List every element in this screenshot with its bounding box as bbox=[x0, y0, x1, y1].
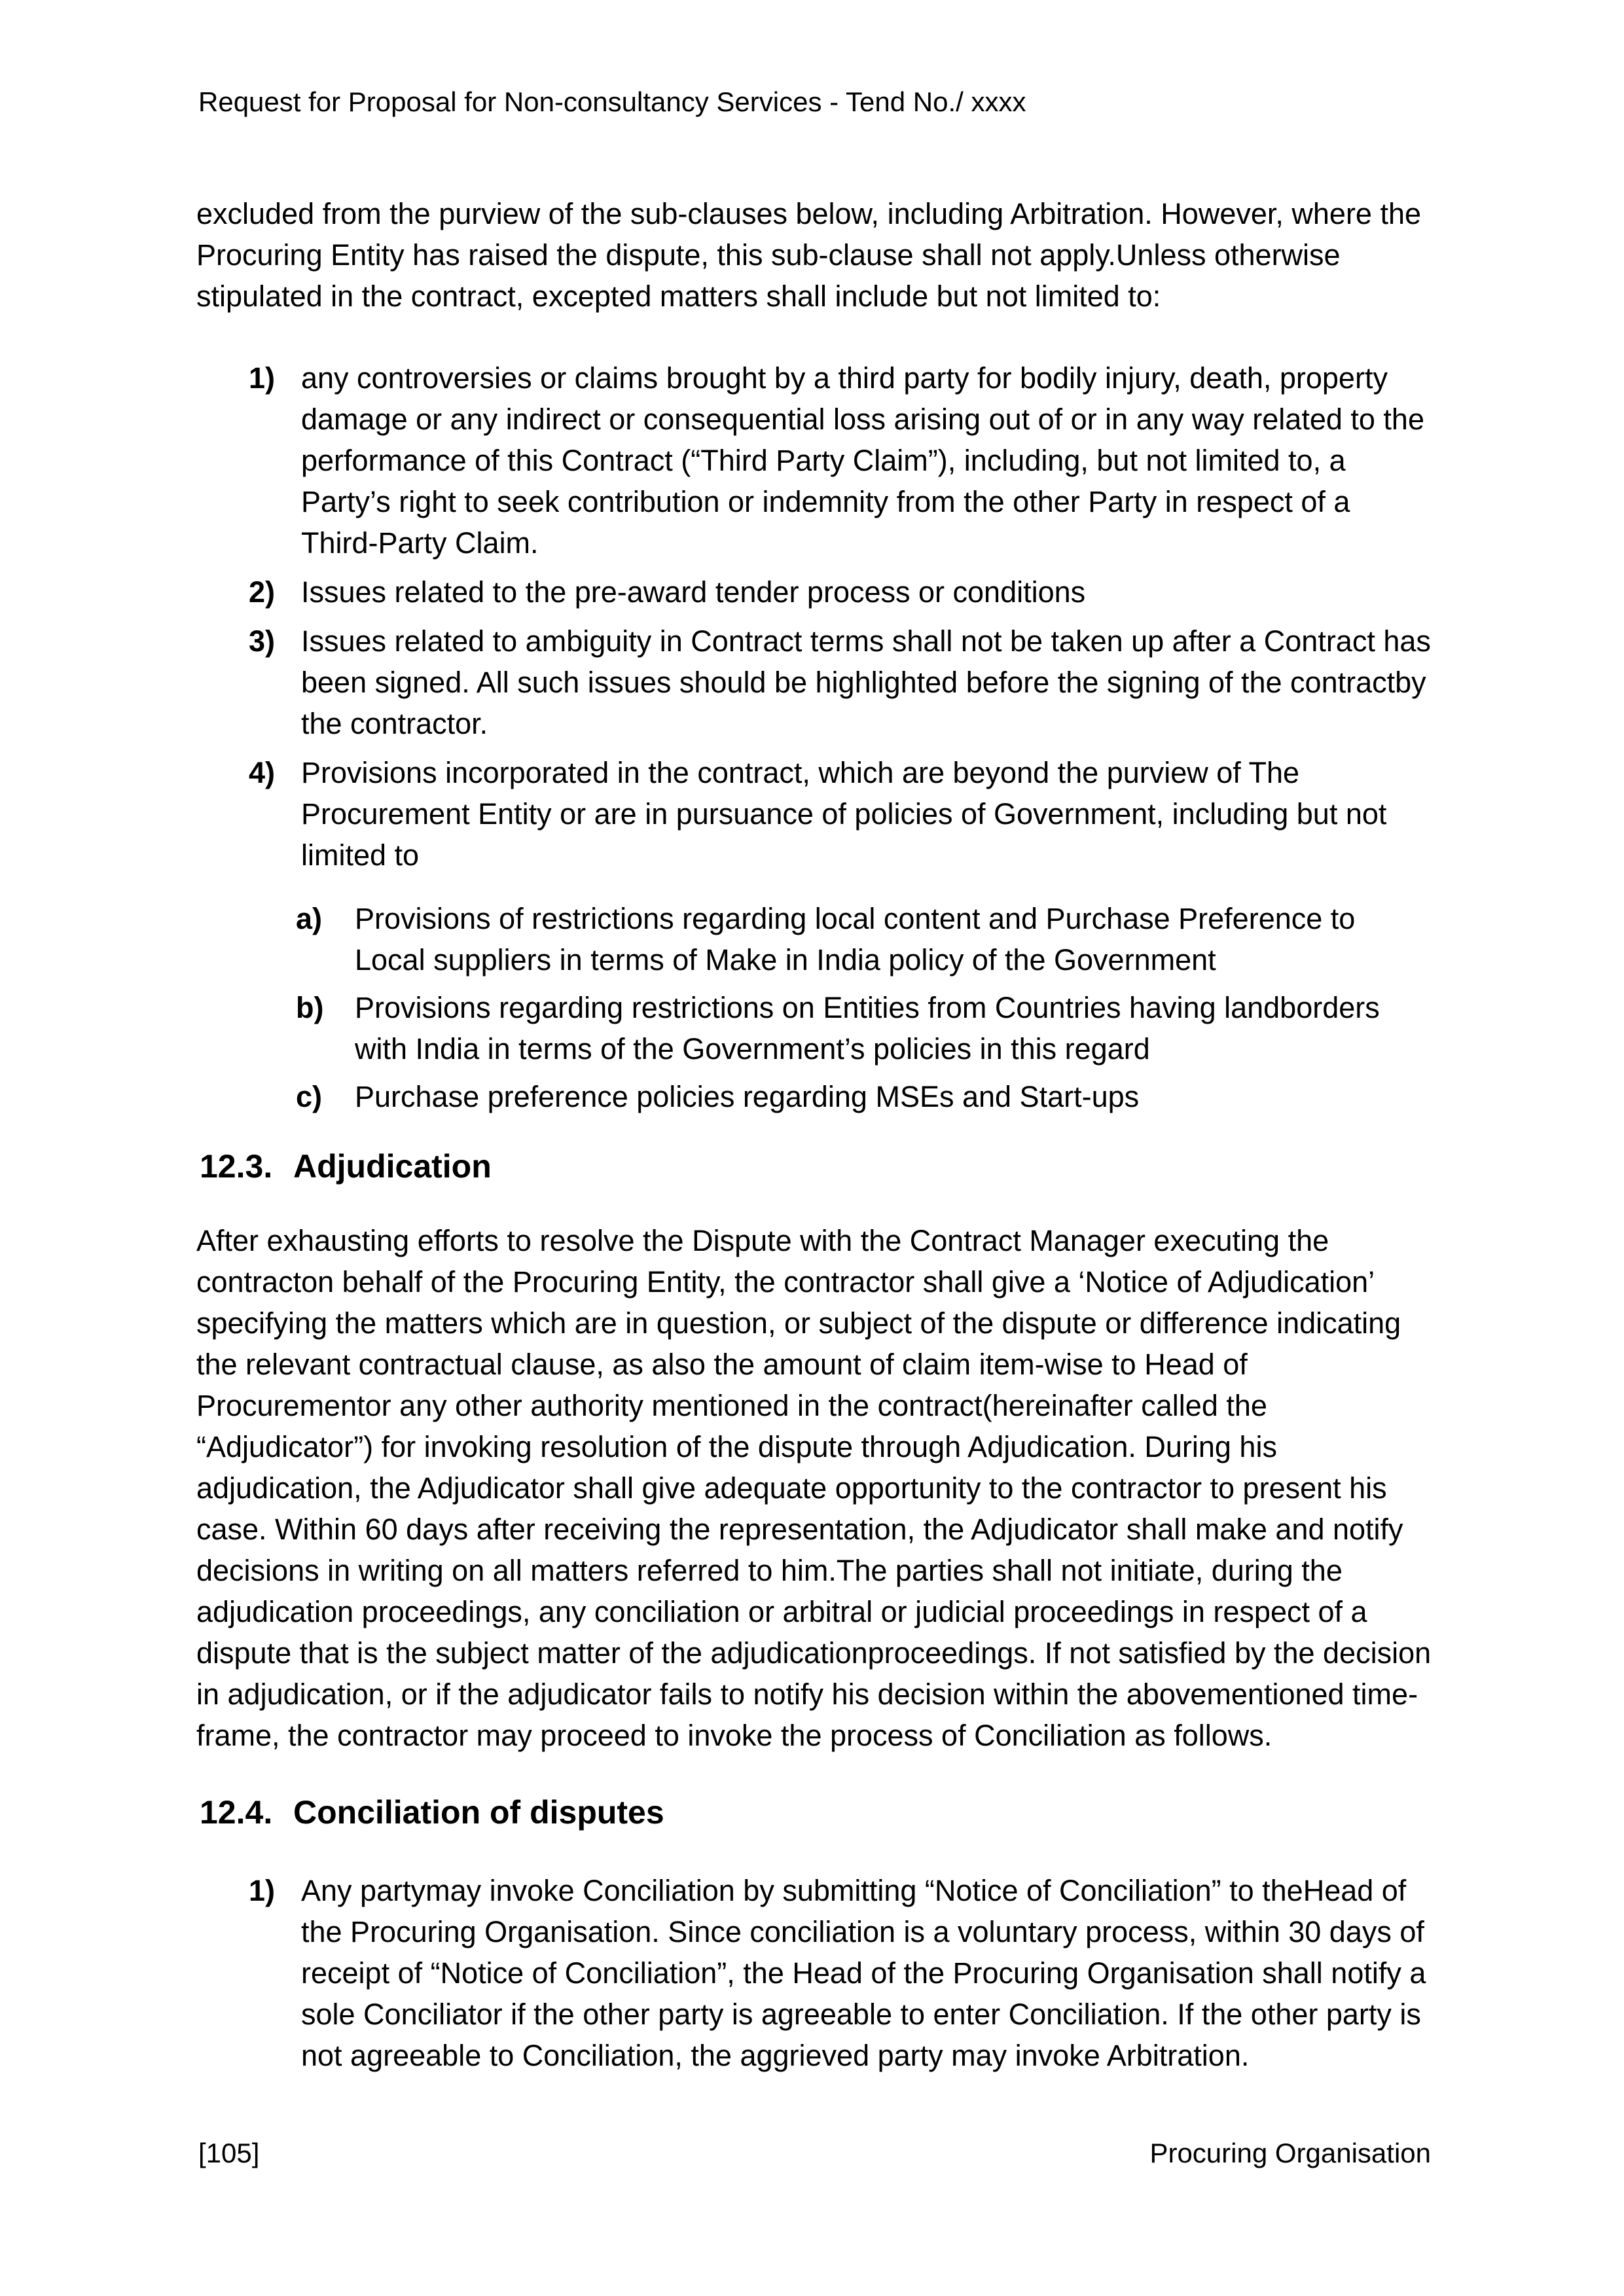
list-item-marker: b) bbox=[296, 991, 324, 1024]
excepted-matters-list bbox=[196, 357, 1434, 1117]
list-item bbox=[196, 620, 1434, 744]
footer-org-name: Procuring Organisation bbox=[1149, 2138, 1431, 2168]
document-body bbox=[196, 193, 1434, 2076]
list-item-text: Provisions regarding restrictions on Entities from Countries having landborders with India in terms of the Government’s policies in this regard bbox=[355, 991, 1380, 1066]
list-item-marker: c) bbox=[296, 1080, 323, 1113]
page-header: Request for Proposal for Non-consultancy Services - Tend No./ xxxx bbox=[198, 86, 1026, 117]
list-item bbox=[196, 1870, 1434, 2076]
list-item-text: any controversies or claims brought by a third party for bodily injury, death, property damage or any indirect or consequential loss arising out of or in any way related to the performance of this Contract (“Third Party Claim”), including, but not limited to, a Party’s right to seek contribution or indemnity from the other Party in respect of a Third-Party Claim. bbox=[301, 361, 1424, 560]
list-item bbox=[196, 987, 1434, 1069]
list-item-text: Provisions of restrictions regarding local content and Purchase Preference to Local suppliers in terms of Make in India policy of the Government bbox=[355, 902, 1356, 977]
list-item bbox=[196, 898, 1434, 980]
adjudication-paragraph: After exhausting efforts to resolve the Dispute with the Contract Manager executing the contracton behalf of the Procuring Entity, the contractor shall give a ‘Notice of Adjudication’ specifying the matters which are in question, or subject of the dispute or difference indicating the relevant contractual clause, as also the amount of claim item-wise to Head of Procurementor any other authority mentioned in the contract(hereinafter called the “Adjudicator”) for invoking resolution of the dispute through Adjudication. During his adjudication, the Adjudicator shall give adequate opportunity to the contractor to present his case. Within 60 days after receiving the representation, the Adjudicator shall make and notify decisions in writing on all matters referred to him.The parties shall not initiate, during the adjudication proceedings, any conciliation or arbitral or judicial proceedings in respect of a dispute that is the subject matter of the adjudicationproceedings. If not satisfied by the decision in adjudication, or if the adjudicator fails to notify his decision within the abovementioned time-frame, the contractor may proceed to invoke the process of Conciliation as follows. bbox=[196, 1224, 1432, 1752]
conciliation-list bbox=[196, 1870, 1434, 2076]
list-item bbox=[196, 1076, 1434, 1117]
list-item-marker: 1) bbox=[249, 1874, 276, 1907]
section-heading-conciliation bbox=[196, 1792, 1434, 1833]
provisions-sublist bbox=[196, 898, 1434, 1117]
list-item-text: Purchase preference policies regarding MSEs and Start-ups bbox=[355, 1080, 1140, 1113]
list-item bbox=[196, 752, 1434, 876]
section-heading-adjudication bbox=[196, 1146, 1434, 1187]
list-item-marker: a) bbox=[296, 902, 323, 935]
list-item-marker: 4) bbox=[249, 756, 276, 789]
list-item-marker: 2) bbox=[249, 575, 276, 609]
list-item-marker: 3) bbox=[249, 624, 276, 658]
section-number: 12.4. bbox=[200, 1794, 273, 1831]
section-title: Adjudication bbox=[293, 1148, 492, 1185]
list-item-text: Issues related to the pre-award tender process or conditions bbox=[301, 575, 1086, 609]
list-item bbox=[196, 357, 1434, 564]
section-title: Conciliation of disputes bbox=[293, 1794, 664, 1831]
list-item-text: Issues related to ambiguity in Contract terms shall not be taken up after a Contract has been signed. All such issues should be highlighted before the signing of the contractby the contractor. bbox=[301, 624, 1431, 740]
intro-paragraph: excluded from the purview of the sub-clauses below, including Arbitration. However, where the Procuring Entity has raised the dispute, this sub-clause shall not apply.Unless otherwise stipulated in the contract, excepted matters shall include but not limited to: bbox=[196, 197, 1422, 313]
list-item bbox=[196, 571, 1434, 613]
list-item-marker: 1) bbox=[249, 361, 276, 395]
list-item-text: Any partymay invoke Conciliation by submitting “Notice of Conciliation” to theHead of the Procuring Organisation. Since conciliation is a voluntary process, within 30 days of receipt of “Notice of Conciliation”, the Head of the Procuring Organisation shall notify a sole Conciliator if the other party is agreeable to enter Conciliation. If the other party is not agreeable to Conciliation, the aggrieved party may invoke Arbitration. bbox=[301, 1874, 1426, 2072]
footer-page-number: [105] bbox=[198, 2138, 260, 2168]
list-item-text: Provisions incorporated in the contract, which are beyond the purview of The Procurement Entity or are in pursuance of policies of Government, including but not limited to bbox=[301, 756, 1387, 872]
section-number: 12.3. bbox=[200, 1148, 273, 1185]
